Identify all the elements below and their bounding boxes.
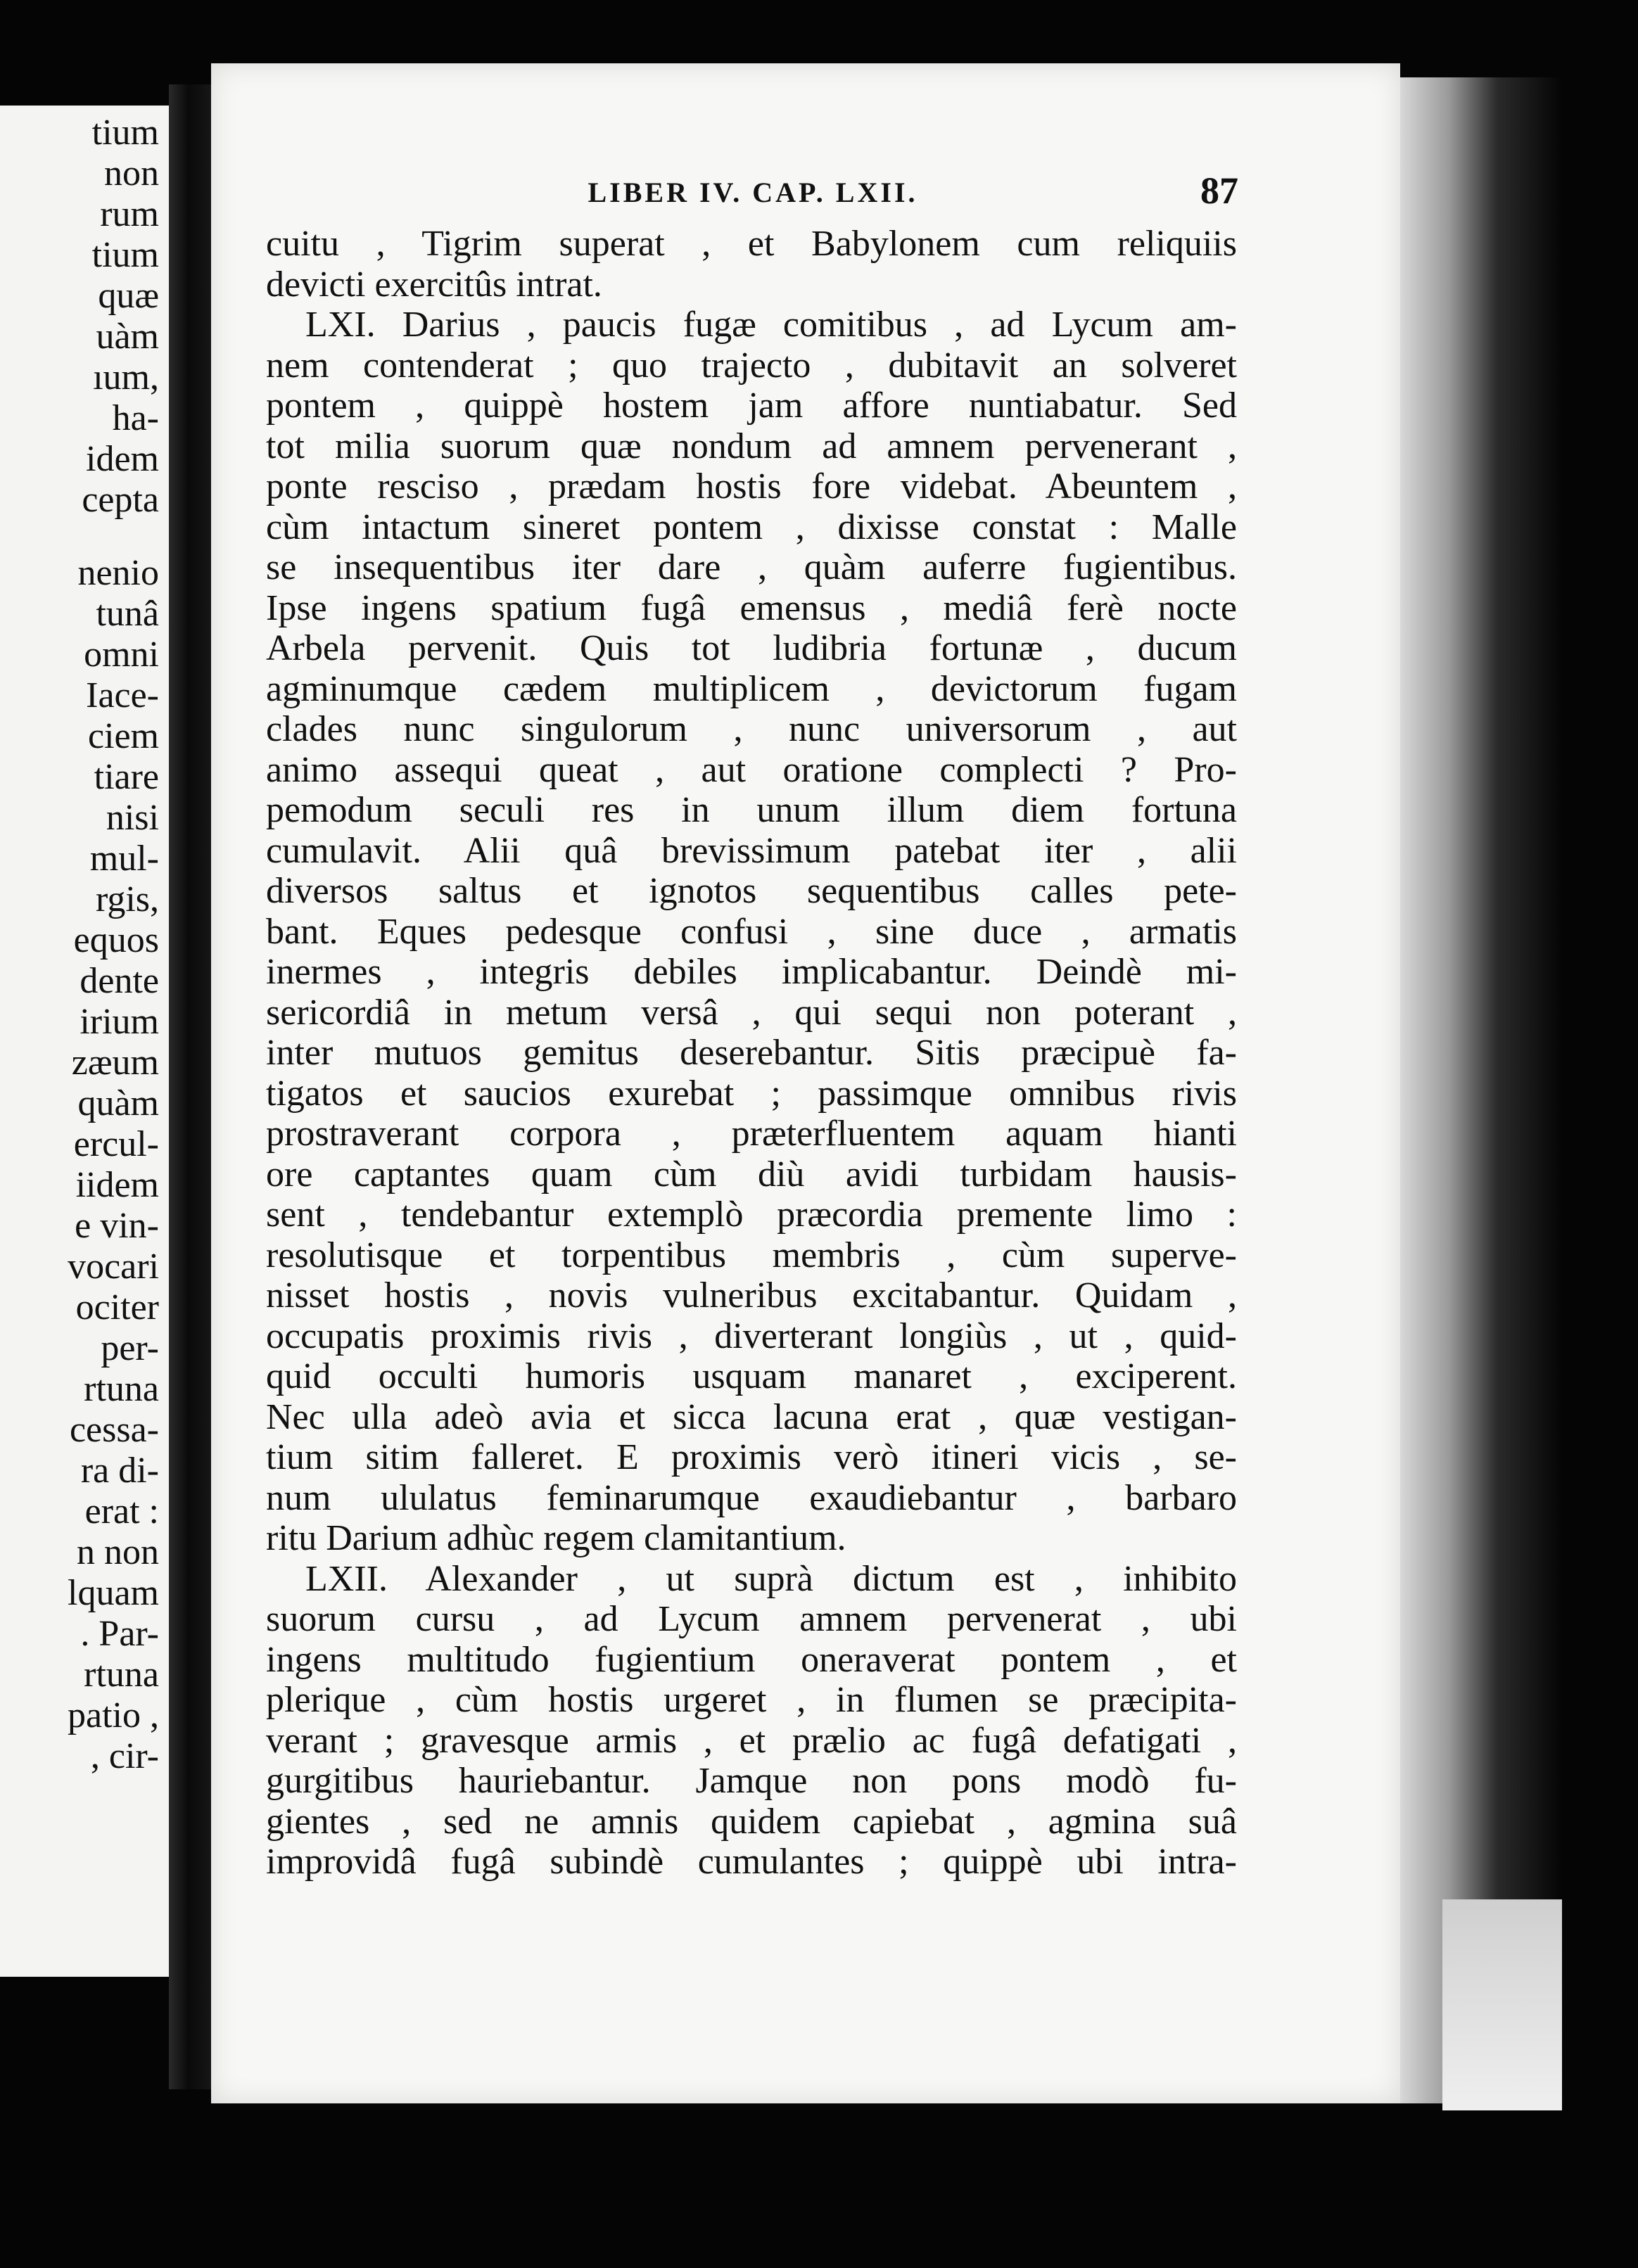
text-line: sent , tendebantur extemplò præcordia premente limo :	[266, 1194, 1237, 1235]
left-page-line-fragment: quàm	[77, 1083, 159, 1123]
text-line: devicti exercitûs intrat.	[266, 264, 602, 305]
text-line: num ululatus feminarumque exaudiebantur , barbaro	[266, 1477, 1237, 1518]
text-line: sericordiâ in metum versâ , qui sequi non poterant ,	[266, 992, 1237, 1033]
text-line: agminumque cædem multiplicem , devictorum fugam	[266, 668, 1237, 709]
left-page-line-fragment: patio ,	[68, 1695, 159, 1735]
text-line: cuitu , Tigrim superat , et Babylonem cum reliquiis	[266, 224, 1237, 264]
text-line: plerique , cùm hostis urgeret , in flumen se præcipita-	[266, 1680, 1237, 1720]
running-title: LIBER IV. CAP. LXII.	[588, 177, 918, 208]
left-page-line-fragment: tium	[91, 235, 159, 275]
left-page-line-fragment: irium	[80, 1002, 159, 1042]
text-line: ponte resciso , prædam hostis fore videbat. Abeuntem ,	[266, 466, 1237, 507]
left-page-line-fragment: ra di-	[80, 1451, 159, 1491]
text-line: verant ; gravesque armis , et prælio ac fugâ defatigati ,	[266, 1720, 1237, 1761]
left-page-line-fragment: idem	[86, 439, 159, 479]
left-page-line-fragment: ha-	[112, 398, 159, 438]
text-line: prostraverant corpora , præterfluentem aquam hianti	[266, 1114, 1237, 1154]
text-line: LXII. Alexander , ut suprà dictum est , inhibito	[305, 1558, 1237, 1599]
text-line: inter mutuos gemitus deserebantur. Sitis præcipuè fa-	[266, 1033, 1237, 1073]
text-line: improvidâ fugâ subindè cumulantes ; quippè ubi intra-	[266, 1842, 1237, 1882]
left-page-line-fragment: nenio	[77, 553, 159, 593]
text-line: pontem , quippè hostem jam affore nuntiabatur. Sed	[266, 386, 1237, 426]
left-facing-page	[0, 106, 173, 1977]
text-line: nisset hostis , novis vulneribus excitabantur. Quidam ,	[266, 1275, 1237, 1315]
text-line: ritu Darium adhùc regem clamitantium.	[266, 1518, 846, 1558]
text-line: diversos saltus et ignotos sequentibus calles pete-	[266, 871, 1237, 911]
text-line: se insequentibus iter dare , quàm auferre fugientibus.	[266, 547, 1237, 587]
left-page-line-fragment: rgis,	[95, 879, 159, 919]
text-line: suorum cursu , ad Lycum amnem pervenerat , ubi	[266, 1599, 1237, 1639]
text-line: gientes , sed ne amnis quidem capiebat , agmina suâ	[266, 1801, 1237, 1842]
text-line: clades nunc singulorum , nunc universorum , aut	[266, 709, 1237, 749]
left-page-line-fragment: ıum,	[93, 357, 159, 397]
left-page-line-fragment: dente	[80, 961, 159, 1001]
left-page-line-fragment: omni	[84, 635, 159, 675]
text-line: cùm intactum sineret pontem , dixisse constat : Malle	[266, 507, 1237, 547]
text-line: tigatos et saucios exurebat ; passimque omnibus rivis	[266, 1073, 1237, 1114]
page-number: 87	[1200, 170, 1238, 212]
left-page-line-fragment: iidem	[75, 1165, 159, 1205]
left-page-line-fragment: tunâ	[96, 594, 159, 634]
text-line: cumulavit. Alii quâ brevissimum patebat iter , alii	[266, 830, 1237, 871]
text-line: quid occulti humoris usquam manaret , exciperent.	[266, 1356, 1237, 1396]
left-page-line-fragment: per-	[101, 1328, 159, 1368]
text-line: LXI. Darius , paucis fugæ comitibus , ad Lycum am-	[305, 305, 1237, 345]
left-page-line-fragment: Iace-	[86, 675, 159, 715]
running-header	[267, 169, 1238, 218]
left-page-line-fragment: e vin-	[75, 1206, 159, 1246]
left-page-line-fragment: quæ	[98, 276, 159, 316]
left-page-line-fragment: erat :	[84, 1491, 159, 1531]
left-page-line-fragment: zæum	[71, 1043, 159, 1083]
text-line: inermes , integris debiles implicabantur. Deindè mi-	[266, 952, 1237, 992]
text-line: Ipse ingens spatium fugâ emensus , mediâ ferè nocte	[266, 587, 1237, 628]
text-line: nem contenderat ; quo trajecto , dubitavit an solveret	[266, 345, 1237, 386]
text-line: occupatis proximis rivis , diverterant longiùs , ut , quid-	[266, 1315, 1237, 1356]
left-page-line-fragment: n non	[77, 1532, 159, 1572]
text-line: pemodum seculi res in unum illum diem fortuna	[266, 790, 1237, 830]
left-page-line-fragment: tiare	[94, 757, 159, 797]
left-page-line-fragment: lquam	[68, 1573, 159, 1613]
left-page-line-fragment: uàm	[96, 317, 159, 357]
left-page-line-fragment: . Par-	[80, 1614, 159, 1654]
page-edge-corner	[1442, 1899, 1562, 2110]
left-page-line-fragment: nisi	[106, 798, 159, 838]
page-edge-binding	[1400, 77, 1562, 2103]
left-page-line-fragment: tium	[91, 113, 159, 153]
left-page-line-fragment: cepta	[82, 480, 159, 520]
left-page-line-fragment: rum	[100, 194, 159, 234]
text-line: Nec ulla adeò avia et sicca lacuna erat , quæ vestigan-	[266, 1396, 1237, 1437]
left-page-line-fragment: mul-	[89, 839, 159, 879]
text-line: ore captantes quam cùm diù avidi turbidam hausis-	[266, 1154, 1237, 1194]
left-page-line-fragment: rtuna	[84, 1369, 159, 1409]
left-page-line-fragment: ercul-	[73, 1124, 159, 1164]
text-line: animo assequi queat , aut oratione complecti ? Pro-	[266, 749, 1237, 790]
left-page-line-fragment: ociter	[75, 1287, 159, 1327]
left-page-line-fragment: vocari	[68, 1247, 159, 1287]
left-page-line-fragment: rtuna	[84, 1655, 159, 1695]
text-line: resolutisque et torpentibus membris , cùm superve-	[266, 1235, 1237, 1275]
text-line: ingens multitudo fugientium oneraverat pontem , et	[266, 1639, 1237, 1680]
text-line: tium sitim falleret. E proximis verò itineri vicis , se-	[266, 1437, 1237, 1477]
left-page-line-fragment: , cir-	[90, 1736, 159, 1776]
left-page-line-fragment: cessa-	[69, 1410, 159, 1450]
text-line: bant. Eques pedesque confusi , sine duce , armatis	[266, 911, 1237, 952]
text-line: gurgitibus hauriebantur. Jamque non pons modò fu-	[266, 1761, 1237, 1801]
left-page-line-fragment: ciem	[87, 716, 159, 756]
text-line: tot milia suorum quæ nondum ad amnem pervenerant ,	[266, 426, 1237, 466]
body-text	[266, 224, 1237, 1882]
left-page-line-fragment: non	[104, 153, 159, 193]
text-line: Arbela pervenit. Quis tot ludibria fortunæ , ducum	[266, 628, 1237, 668]
left-page-line-fragment: equos	[73, 920, 159, 960]
